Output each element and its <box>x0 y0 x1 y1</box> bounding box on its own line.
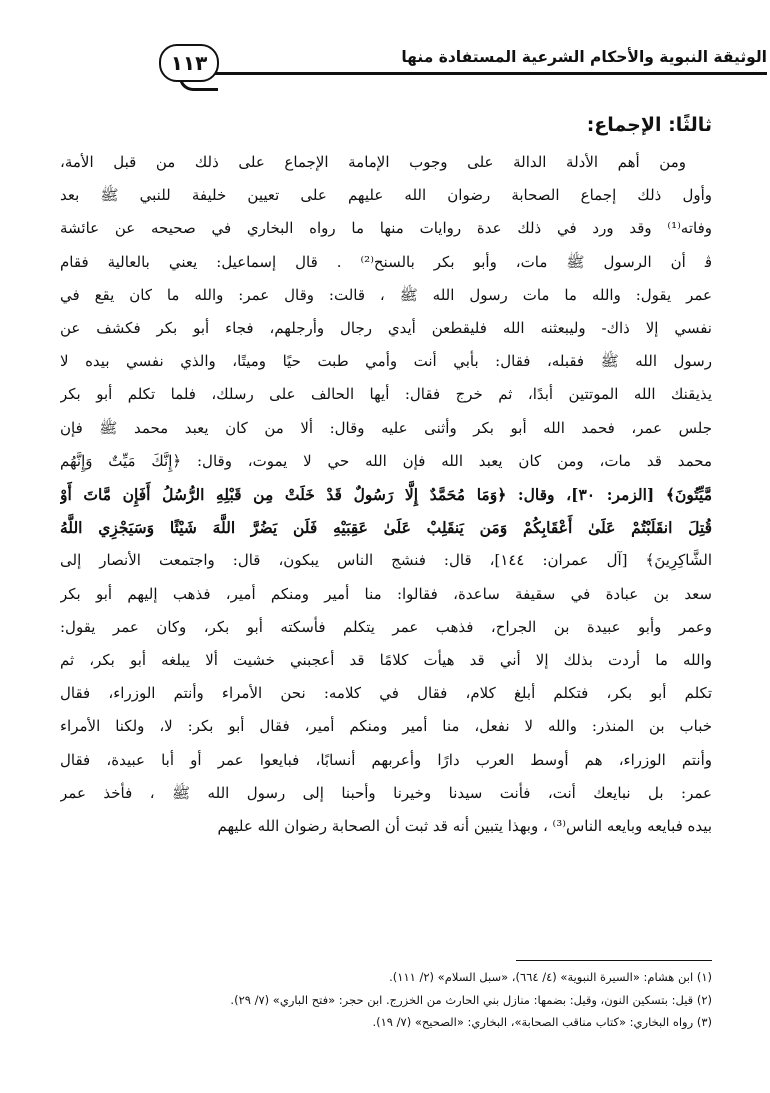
body-line: بيده فبايعه وبايعه الناس⁽³⁾ ، وبهذا يتبين أنه قد ثبت أن الصحابة رضوان الله عليهم <box>217 817 712 836</box>
footnote-separator <box>516 960 712 961</box>
body-text <box>60 146 712 843</box>
body-line: وفاته⁽¹⁾ وقد ورد في ذلك عدة روايات منها ما رواه البخاري في صحيحه عن عائشة <box>60 219 712 238</box>
body-line: وأنتم الوزراء، هم أوسط العرب دارًا وأعربهم أنسابًا، فبايعوا عمر أو أبا عبيدة، فقال <box>60 750 712 769</box>
body-line: والله ما أردت بذلك إلا أني قد هيأت كلامًا قد أعجبني خشيت ألا يبلغه أبو بكر، ثم <box>60 651 712 670</box>
body-line: وعمر وأبو عبيدة بن الجراح، فذهب عمر يتكلم فأسكته أبو بكر، وكان عمر يقول: <box>60 617 712 636</box>
body-line: نفسي إلا ذاك- وليبعثنه الله فليقطعن أيدي رجال وأرجلهم، فجاء أبو بكر فكشف عن <box>60 319 712 338</box>
body-line: خباب بن المنذر: والله لا نفعل، منا أمير ومنكم أمير، فقال أبو بكر: لا، ولكنا الأمراء <box>60 717 712 736</box>
body-line: يذيقنك الله الموتتين أبدًا، ثم خرج فقال: أيها الحالف على رسلك، فلما تكلم أبو بكر <box>60 385 712 404</box>
running-header-title: الوثيقة النبوية والأحكام الشرعية المستفادة منها <box>401 48 767 66</box>
body-line: جلس عمر، فحمد الله أبو بكر وأثنى عليه وقال: ألا من كان يعبد محمد ﷺ فإن <box>60 418 712 437</box>
running-header <box>95 44 767 84</box>
footnote: (١) ابن هشام: «السيرة النبوية» (٤/ ٦٦٤)، «سبل السلام» (٢/ ١١١). <box>389 970 712 984</box>
footnote: (٢) قيل: بتسكين النون، وقيل: بضمها: منازل بني الحارث من الخزرج. ابن حجر: «فتح الباري» (٧/ ٢٩). <box>230 992 712 1007</box>
body-line: سعد بن عبادة في سقيفة ساعدة، فقالوا: منا أمير ومنكم أمير، فذهب إليهم أبو بكر <box>60 584 712 603</box>
body-line: عمر يقول: والله ما مات رسول الله ﷺ ، قالت: وقال عمر: والله ما كان يقع في <box>60 285 712 304</box>
section-heading: ثالثًا: الإجماع: <box>586 114 712 136</box>
body-line: رسول الله ﷺ فقبله، فقال: بأبي أنت وأمي طبت حيًا وميتًا، والذي نفسي بيده لا <box>60 352 712 371</box>
body-line: وأول ذلك إجماع الصحابة رضوان الله عليهم على تعيين خليفة للنبي ﷺ بعد <box>60 186 712 205</box>
body-line: ومن أهم الأدلة الدالة على وجوب الإمامة الإجماع على ذلك من قبل الأمة، <box>60 153 686 171</box>
body-line: تكلم أبو بكر، فتكلم أبلغ كلام، فقال في كلامه: نحن الأمراء وأنتم الوزراء، فقال <box>60 684 712 703</box>
footnotes <box>60 966 712 1034</box>
body-line: عمر: بل نبايعك أنت، فأنت سيدنا وخيرنا وأحبنا إلى رسول الله ﷺ ، فأخذ عمر <box>60 783 712 802</box>
body-line: ﭬ أن الرسول ﷺ مات، وأبو بكر بالسنح⁽²⁾ . قال إسماعيل: يعني بالعالية فقام <box>60 252 712 271</box>
body-line: الشَّاكِرِينَ﴾ [آل عمران: ١٤٤]، قال: فنشج الناس يبكون، قال: واجتمعت الأنصار إلى <box>60 551 712 570</box>
page-number-badge <box>159 44 219 82</box>
quran-verse-line: مَّيِّتُونَ﴾ [الزمر: ٣٠]، وقال: ﴿وَمَا مُحَمَّدٌ إِلَّا رَسُولٌ قَدْ خَلَتْ مِن قَبْلِهِ الرُّسُلُ أَفَإِن مَّاتَ أَوْ <box>60 485 712 505</box>
header-rule <box>213 72 767 75</box>
body-line: محمد قد مات، ومن كان يعبد الله فإن الله حي لا يموت، وقال: ﴿إِنَّكَ مَيِّتٌ وَإِنَّهُم <box>60 451 712 470</box>
footnote: (٣) رواه البخاري: «كتاب مناقب الصحابة»، البخاري: «الصحيح» (٧/ ١٩). <box>372 1015 712 1029</box>
quran-verse-line: قُتِلَ انقَلَبْتُمْ عَلَىٰ أَعْقَابِكُمْ وَمَن يَنقَلِبْ عَلَىٰ عَقِبَيْهِ فَلَن يَضُرَّ اللَّهَ شَيْئًا وَسَيَجْزِي اللَّهُ <box>60 518 712 538</box>
page-number: ١١٣ <box>170 51 208 75</box>
